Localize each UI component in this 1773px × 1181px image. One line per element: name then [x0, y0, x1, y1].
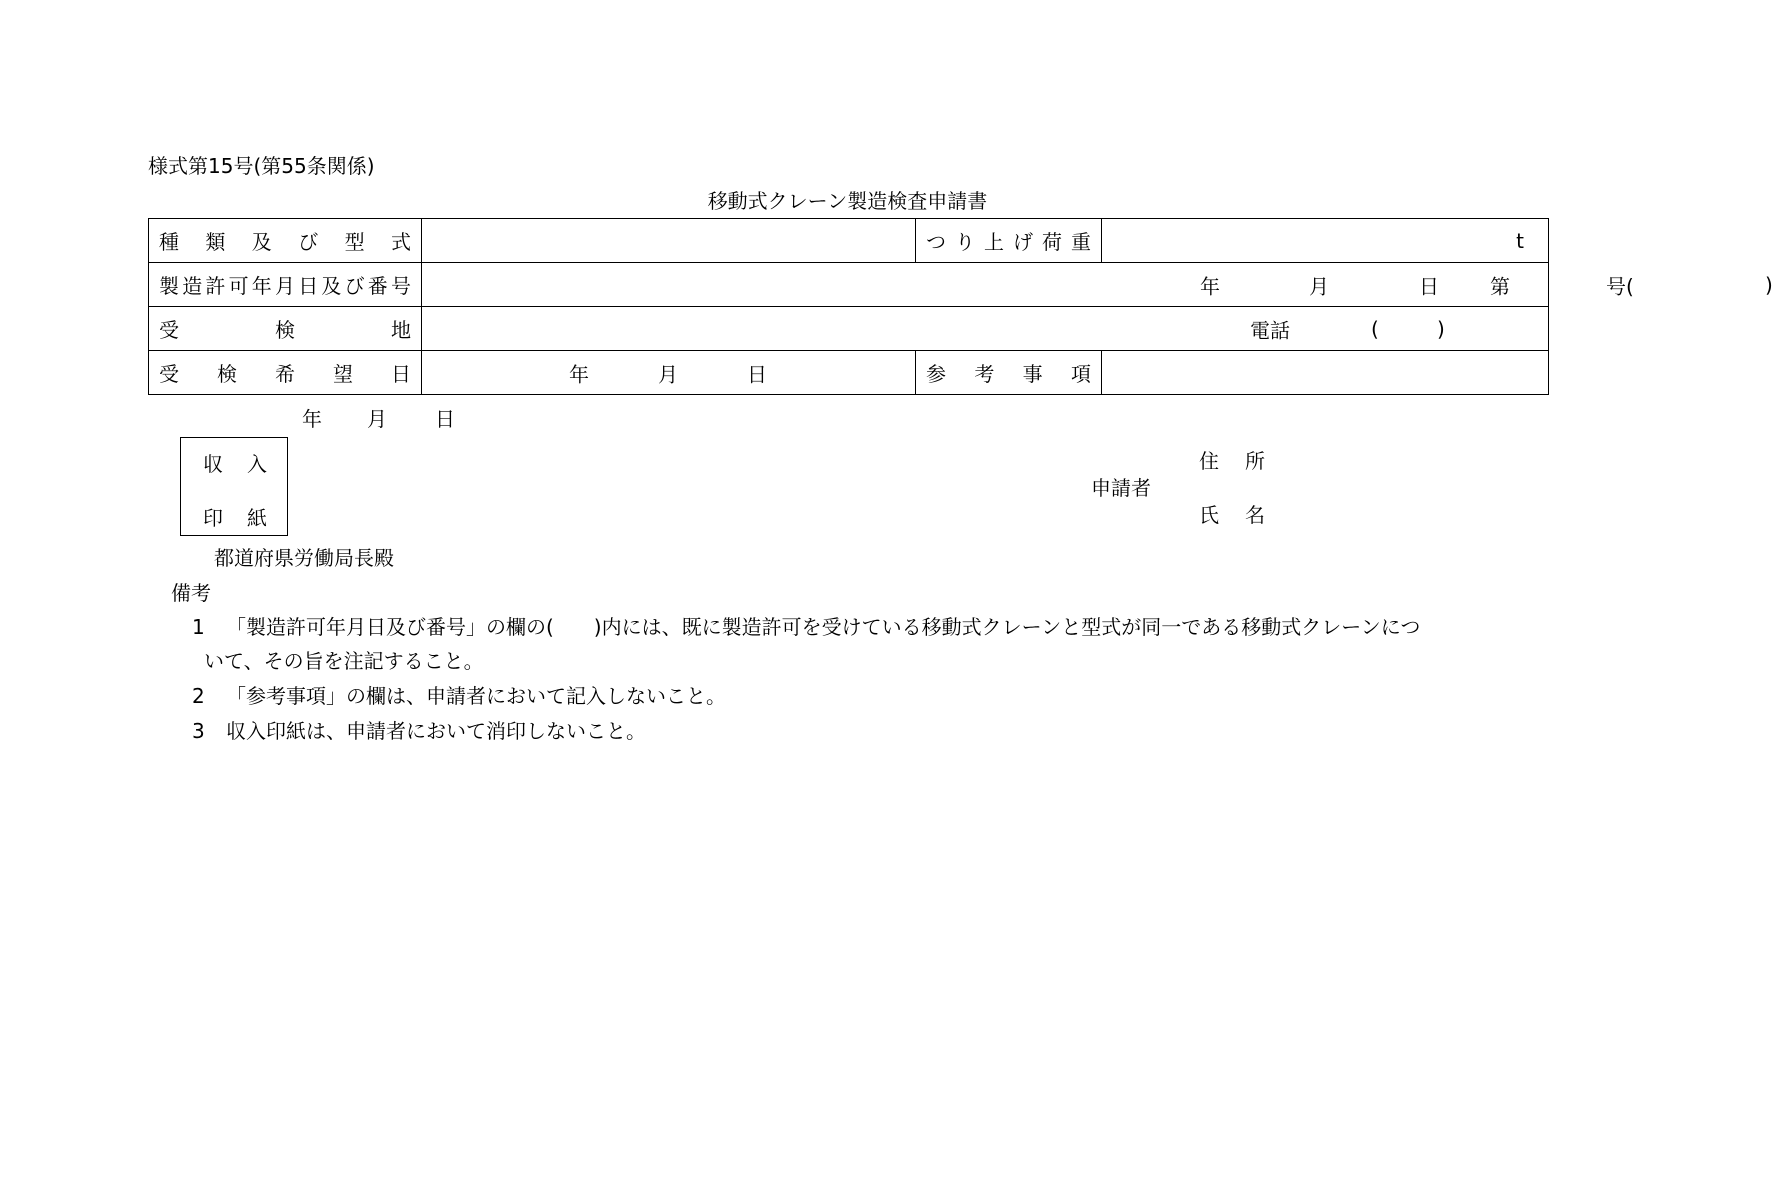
- note-1-number: 1: [192, 615, 205, 639]
- permit-close: ): [1765, 272, 1773, 297]
- desired-day: 日: [747, 362, 767, 386]
- label-location: 受検地: [159, 318, 411, 342]
- label-cell-location: [149, 307, 422, 351]
- permit-go: 号(: [1606, 274, 1634, 298]
- applicant-address-label: 住所: [1199, 449, 1265, 473]
- phone-close: ): [1437, 316, 1445, 341]
- table-row-type-model: [149, 219, 1549, 263]
- label-cell-reference: [916, 351, 1102, 395]
- applicant-label: 申請者: [1091, 476, 1151, 500]
- document-title: 移動式クレーン製造検査申請書: [707, 189, 988, 213]
- note-1-continuation: いて、その旨を注記すること。: [204, 649, 484, 673]
- note-1-text: 「製造許可年月日及び番号」の欄の( )内には、既に製造許可を受けている移動式クレーンと型式が同一である移動式クレーンにつ: [226, 615, 1421, 639]
- stamp-label-line1: 収入: [203, 452, 267, 476]
- table-row-desired-date: [149, 351, 1549, 395]
- input-cell-location[interactable]: [422, 307, 1549, 351]
- input-cell-permit[interactable]: [422, 263, 1773, 307]
- notes-heading: 備考: [171, 581, 211, 605]
- applicant-name-label: 氏名: [1199, 503, 1265, 527]
- input-cell-desired-date[interactable]: [422, 351, 916, 395]
- note-2-text: 「参考事項」の欄は、申請者において記入しないこと。: [226, 684, 726, 708]
- permit-month: 月: [1309, 274, 1329, 298]
- date-day: 日: [435, 407, 455, 431]
- phone-label: 電話: [1250, 318, 1290, 342]
- table-row-location: [149, 307, 1549, 351]
- permit-dai: 第: [1490, 274, 1510, 298]
- date-month: 月: [367, 407, 387, 431]
- permit-day: 日: [1419, 274, 1439, 298]
- permit-year: 年: [1200, 274, 1220, 298]
- label-cell-type-model: [149, 219, 422, 263]
- note-3-number: 3: [192, 719, 205, 743]
- application-table: [148, 218, 1773, 395]
- label-lifting-load: つり上げ荷重: [926, 230, 1091, 254]
- label-reference: 参考事項: [926, 362, 1091, 386]
- revenue-stamp-box: [180, 437, 288, 536]
- label-permit: 製造許可年月日及び番号: [159, 274, 411, 298]
- input-cell-lifting-load[interactable]: [1102, 219, 1549, 263]
- date-year: 年: [302, 407, 322, 431]
- unit-ton: t: [1516, 228, 1524, 253]
- phone-open: (: [1371, 316, 1379, 341]
- addressee: 都道府県労働局長殿: [214, 546, 394, 570]
- label-desired-date: 受検希望日: [159, 362, 411, 386]
- table-row-permit: [149, 263, 1549, 307]
- form-number: 様式第15号(第55条関係): [148, 154, 375, 178]
- desired-month: 月: [658, 362, 678, 386]
- note-3-text: 収入印紙は、申請者において消印しないこと。: [226, 719, 646, 743]
- input-cell-reference: [1102, 351, 1549, 395]
- note-2-number: 2: [192, 684, 205, 708]
- stamp-label-line2: 印紙: [203, 506, 267, 530]
- desired-year: 年: [569, 362, 589, 386]
- label-cell-lifting-load: [916, 219, 1102, 263]
- label-type-model: 種類及び型式: [159, 230, 411, 254]
- label-cell-permit: [149, 263, 422, 307]
- input-cell-type-model[interactable]: [422, 219, 916, 263]
- label-cell-desired-date: [149, 351, 422, 395]
